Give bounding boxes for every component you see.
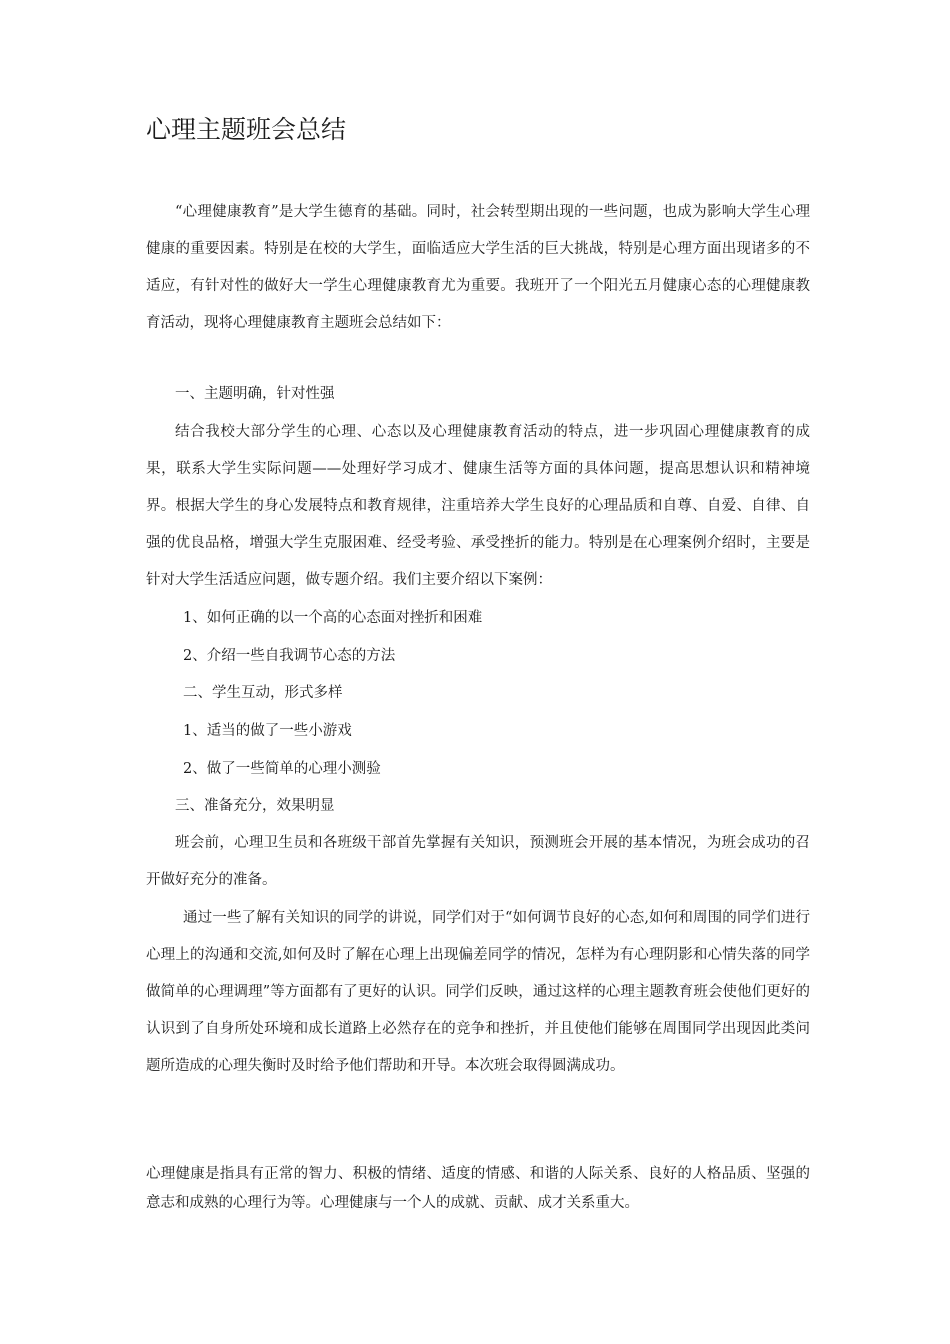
section2-item-1: 1、适当的做了一些小游戏 [183,723,352,739]
section3-body-2: 通过一些了解有关知识的同学的讲说，同学们对于“如何调节良好的心态,如何和周围的同学们进行心理上的沟通和交流,如何及时了解在心理上出现偏差同学的情况，怎样为有心理阴影和心情失落的同学做简单的心理调理”等方面都有了更好的认识。同学们反映，通过这样的心理主题教育班会使他们更好的认识到了自身所处环境和成长道路上必然存在的竞争和挫折，并且使他们能够在周围同学出现因此类问题所造成的心理失衡时及时给予他们帮助和开导。本次班会取得圆满成功。 [146,910,810,1074]
section3-heading: 三、准备充分，效果明显 [175,798,335,814]
intro-paragraph: “心理健康教育”是大学生德育的基础。同时，社会转型期出现的一些问题，也成为影响大学生心理健康的重要因素。特别是在校的大学生，面临适应大学生活的巨大挑战，特别是心理方面出现诸多的不适应，有针对性的做好大一学生心理健康教育尤为重要。我班开了一个阳光五月健康心态的心理健康教育活动，现将心理健康教育主题班会总结如下： [146,204,810,331]
section2-heading: 二、学生互动，形式多样 [183,685,343,701]
section1-heading: 一、主题明确，针对性强 [175,386,335,402]
section2-item-2: 2、做了一些简单的心理小测验 [183,761,381,777]
section1-body: 结合我校大部分学生的心理、心态以及心理健康教育活动的特点，进一步巩固心理健康教育的成果，联系大学生实际问题——处理好学习成才、健康生活等方面的具体问题，提高思想认识和精神境界。根据大学生的身心发展特点和教育规律，注重培养大学生良好的心理品质和自尊、自爱、自律、自强的优良品格，增强大学生克服困难、经受考验、承受挫折的能力。特别是在心理案例介绍时，主要是针对大学生活适应问题，做专题介绍。我们主要介绍以下案例： [146,424,810,588]
closing-paragraph: 心理健康是指具有正常的智力、积极的情绪、适度的情感、和谐的人际关系、良好的人格品质、坚强的意志和成熟的心理行为等。心理健康与一个人的成就、贡献、成才关系重大。 [146,1166,810,1211]
section1-item-2: 2、介绍一些自我调节心态的方法 [183,648,396,664]
section3-body-1: 班会前，心理卫生员和各班级干部首先掌握有关知识，预测班会开展的基本情况，为班会成功的召开做好充分的准备。 [146,835,810,888]
page-title: 心理主题班会总结 [146,115,347,144]
section1-item-1: 1、如何正确的以一个高的心态面对挫折和困难 [183,610,483,626]
